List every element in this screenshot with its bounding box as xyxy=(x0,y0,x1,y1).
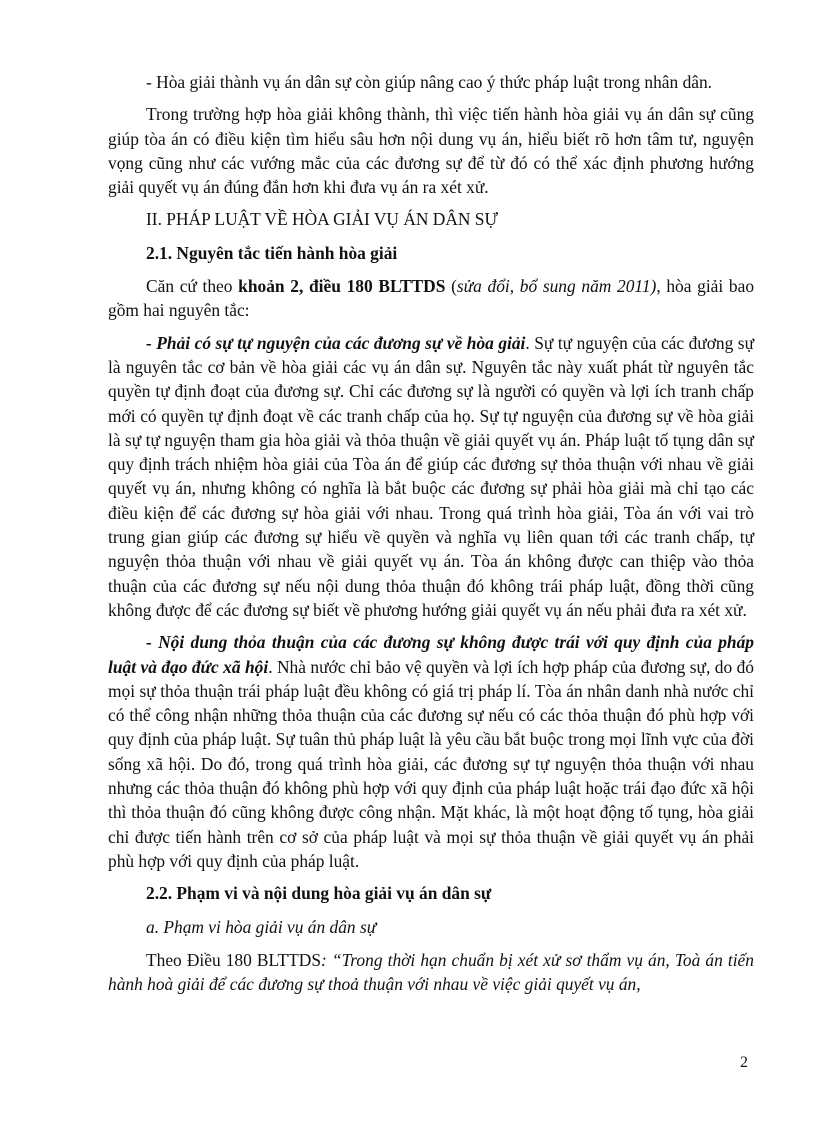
principle-body: . Sự tự nguyện của các đương sự là nguyên tắc cơ bản về hòa giải các vụ án dân sự. Nguyên tắc này xuất phát từ nguyên tắc quyền tự định đoạt của đương sự. Chỉ các đương sự là người có quyền và lợi ích tranh chấp mới có quyền tự định đoạt về các tranh chấp của họ. Sự tự nguyện của đương sự về hòa giải là sự tự nguyện tham gia hòa giải và thỏa thuận về giải quyết vụ án. Pháp luật tố tụng dân sự quy định trách nhiệm hòa giải của Tòa án để giúp các đương sự thỏa thuận với nhau về giải quyết vụ án, nhưng không có nghĩa là bắt buộc các đương sự phải hòa giải mà chỉ tạo các điều kiện để các đương sự hòa giải với nhau. Trong quá trình hòa giải, Tòa án với vai trò trung gian giúp các đương sự hiểu về quyền và nghĩa vụ liên quan tới các tranh chấp, tự nguyện thỏa thuận với nhau về giải quyết vụ án. Tòa án không được can thiệp vào thỏa thuận của các đương sự nếu nội dung thỏa thuận đó không trái pháp luật, đồng thời cũng không được để các đương sự biết về phương hướng giải quyết vụ án nếu phải đưa ra xét xử. xyxy=(108,332,754,620)
heading-a-scope: a. Phạm vi hòa giải vụ án dân sự xyxy=(146,916,377,937)
page-number: 2 xyxy=(740,1054,748,1071)
paragraph-unsuccessful-reconciliation: Trong trường hợp hòa giải không thành, thì việc tiến hành hòa giải vụ án dân sự cũng giúp tòa án có điều kiện tìm hiểu sâu hơn nội dung vụ án, hiểu biết rõ hơn tâm tư, nguyện vọng cũng như các vướng mắc của các đương sự để từ đó có thể xác định phương hướng giải quyết vụ án đúng đắn hơn khi đưa vụ án ra xét xử. xyxy=(108,104,754,198)
heading-2-2: 2.2. Phạm vi và nội dung hòa giải vụ án dân sự xyxy=(146,883,492,904)
quoted-law: : “Trong thời hạn chuẩn bị xét xử sơ thẩm vụ án, Toà án tiến hành hoà giải để các đương sự thoả thuận với nhau về việc giải quyết vụ án, xyxy=(108,949,754,995)
legal-reference: khoản 2, điều 180 BLTTDS xyxy=(238,276,446,297)
principle-title: - Nội dung thỏa thuận của các đương sự không được trái với quy định của pháp luật và đạo đức xã hội xyxy=(108,632,754,677)
page-content xyxy=(108,70,754,1004)
section-heading-ii: II. PHÁP LUẬT VỀ HÒA GIẢI VỤ ÁN DÂN SỰ xyxy=(146,209,498,230)
text-run: , hòa giải bao gồm hai nguyên tắc: xyxy=(108,276,755,321)
paragraph-article-180 xyxy=(108,948,754,997)
paragraph-legal-basis xyxy=(108,274,754,323)
text-run: Theo Điều 180 BLTTDS xyxy=(146,949,322,970)
principle-body: . Nhà nước chỉ bảo vệ quyền và lợi ích hợp pháp của đương sự, do đó mọi sự thỏa thuận trái pháp luật đều không có giá trị pháp lí. Tòa án nhân danh nhà nước chỉ có thể công nhận những thỏa thuận của các đương sự nếu có các thỏa thuận đó phù hợp với quy định của pháp luật. Sự tuân thủ pháp luật là yêu cầu bắt buộc trong mọi lĩnh vực của đời sống xã hội. Do đó, trong quá trình hòa giải, các đương sự tự nguyện thỏa thuận với nhau nhưng các thỏa thuận đó không phù hợp với quy định của pháp luật hoặc trái đạo đức xã hội thì thỏa thuận đó cũng không được công nhận. Mặt khác, là một hoạt động tố tụng, hòa giải chỉ được tiến hành trên cơ sở của pháp luật và mọi sự thỏa thuận về giải quyết vụ án phải phù hợp với quy định của pháp luật. xyxy=(108,656,754,871)
text-run: ( xyxy=(445,276,457,297)
paragraph-principle-voluntary xyxy=(108,331,754,623)
heading-2-1: 2.1. Nguyên tắc tiến hành hòa giải xyxy=(146,242,398,263)
principle-title: - Phải có sự tự nguyện của các đương sự về hòa giải xyxy=(146,332,526,353)
amendment-note: sửa đổi, bổ sung năm 2011) xyxy=(456,276,657,297)
paragraph-principle-lawful xyxy=(108,630,754,873)
text-run: Căn cứ theo xyxy=(146,276,239,297)
paragraph-reconciliation-awareness: - Hòa giải thành vụ án dân sự còn giúp nâng cao ý thức pháp luật trong nhân dân. xyxy=(146,72,713,92)
